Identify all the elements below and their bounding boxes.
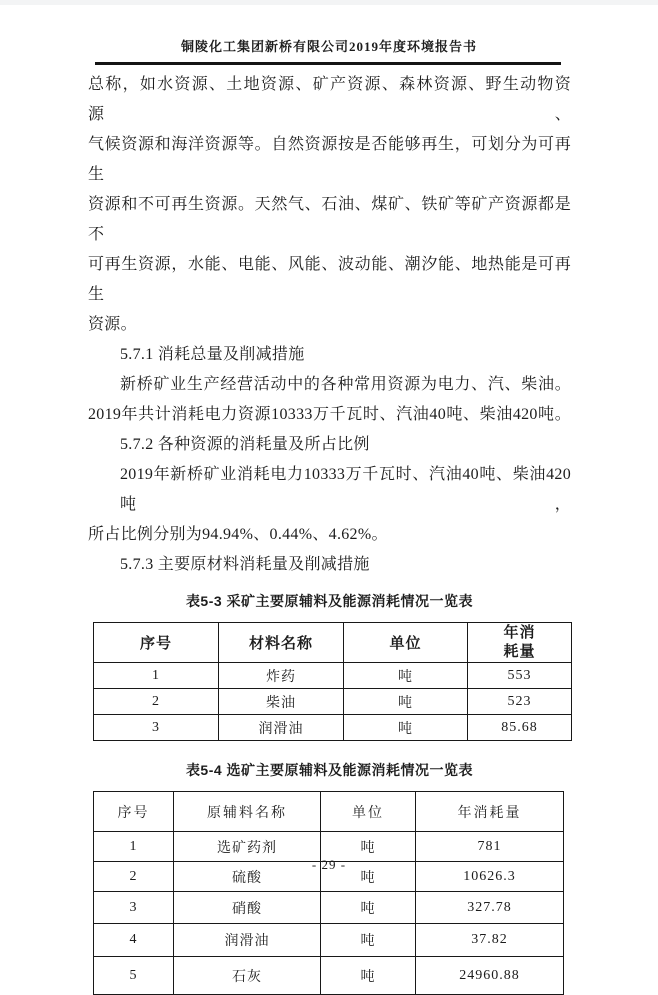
table-cell: 1 [94,832,174,862]
table-cell: 吨 [321,892,416,924]
table-cell: 石灰 [174,957,321,995]
table-cell: 吨 [321,832,416,862]
table-row [94,689,572,715]
table-cell: 3 [94,892,174,924]
text-line: 所占比例分别为94.94%、0.44%、4.62%。 [88,526,388,543]
table-cell: 润滑油 [219,715,344,741]
document-title: 铜陵化工集团新桥有限公司2019年度环境报告书 [180,39,477,54]
text-line: 总称，如水资源、土地资源、矿产资源、森林资源、野生动物资源、 [88,76,571,123]
table-cell: 硫酸 [174,862,321,892]
table-cell: 润滑油 [174,924,321,957]
column-header-label: 年消耗量 [503,623,536,660]
column-header: 原辅料名称 [174,792,321,832]
table-cell: 327.78 [416,892,564,924]
table-cell: 523 [468,689,572,715]
table-cell: 553 [468,663,572,689]
table-cell: 吨 [344,689,468,715]
table-cell: 1 [94,663,219,689]
table-cell: 2 [94,862,174,892]
table-row [94,663,572,689]
section-heading-572: 5.7.2 各种资源的消耗量及所占比例 [120,436,370,453]
table-cell: 选矿药剂 [174,832,321,862]
section-heading-573: 5.7.3 主要原材料消耗量及削减措施 [120,556,370,573]
page-header [0,36,658,55]
text-line: 2019年新桥矿业消耗电力10333万千瓦时、汽油40吨、柴油420吨， [120,466,571,513]
table-cell: 吨 [344,663,468,689]
table-header-row [94,792,564,832]
table-cell: 吨 [344,715,468,741]
table-cell: 781 [416,832,564,862]
column-header: 序号 [94,623,219,663]
table-cell: 吨 [321,924,416,957]
table-row [94,892,564,924]
text-line: 可再生资源，水能、电能、风能、波动能、潮汐能、地热能是可再生 [88,256,571,303]
table-cell: 炸药 [219,663,344,689]
page-number: - 29 - [311,857,347,872]
table-row [94,715,572,741]
table-row [94,957,564,995]
text-line: 新桥矿业生产经营活动中的各种常用资源为电力、汽、柴油。 [120,376,571,393]
text-line: 气候资源和海洋资源等。自然资源按是否能够再生，可划分为可再生 [88,136,571,183]
column-header: 单位 [344,623,468,663]
table-cell: 吨 [321,862,416,892]
text-line: 2019年共计消耗电力资源10333万千瓦时、汽油40吨、柴油420吨。 [88,406,571,423]
table-cell: 10626.3 [416,862,564,892]
table-cell: 37.82 [416,924,564,957]
column-header: 材料名称 [219,623,344,663]
table-header-row [94,623,572,663]
table-cell: 4 [94,924,174,957]
scan-top-edge [0,0,658,5]
column-header: 序号 [94,792,174,832]
column-header: 年消耗量 [416,792,564,832]
text-line: 资源和不可再生资源。天然气、石油、煤矿、铁矿等矿产资源都是不 [88,196,571,243]
table-cell: 柴油 [219,689,344,715]
table-53-mining-consumption [93,622,572,741]
table-cell: 24960.88 [416,957,564,995]
table-cell: 85.68 [468,715,572,741]
section-heading-571: 5.7.1 消耗总量及削减措施 [120,346,305,363]
column-header [468,623,572,663]
table-54-title: 表5-4 选矿主要原辅料及能源消耗情况一览表 [185,762,474,778]
header-rule [95,62,561,65]
table-cell: 硝酸 [174,892,321,924]
table-row [94,924,564,957]
table-cell: 2 [94,689,219,715]
table-cell: 5 [94,957,174,995]
table-cell: 3 [94,715,219,741]
table-54-beneficiation-consumption [93,791,564,995]
table-cell: 吨 [321,957,416,995]
text-line: 资源。 [88,316,137,333]
column-header: 单位 [321,792,416,832]
table-53-title: 表5-3 采矿主要原辅料及能源消耗情况一览表 [185,593,474,609]
